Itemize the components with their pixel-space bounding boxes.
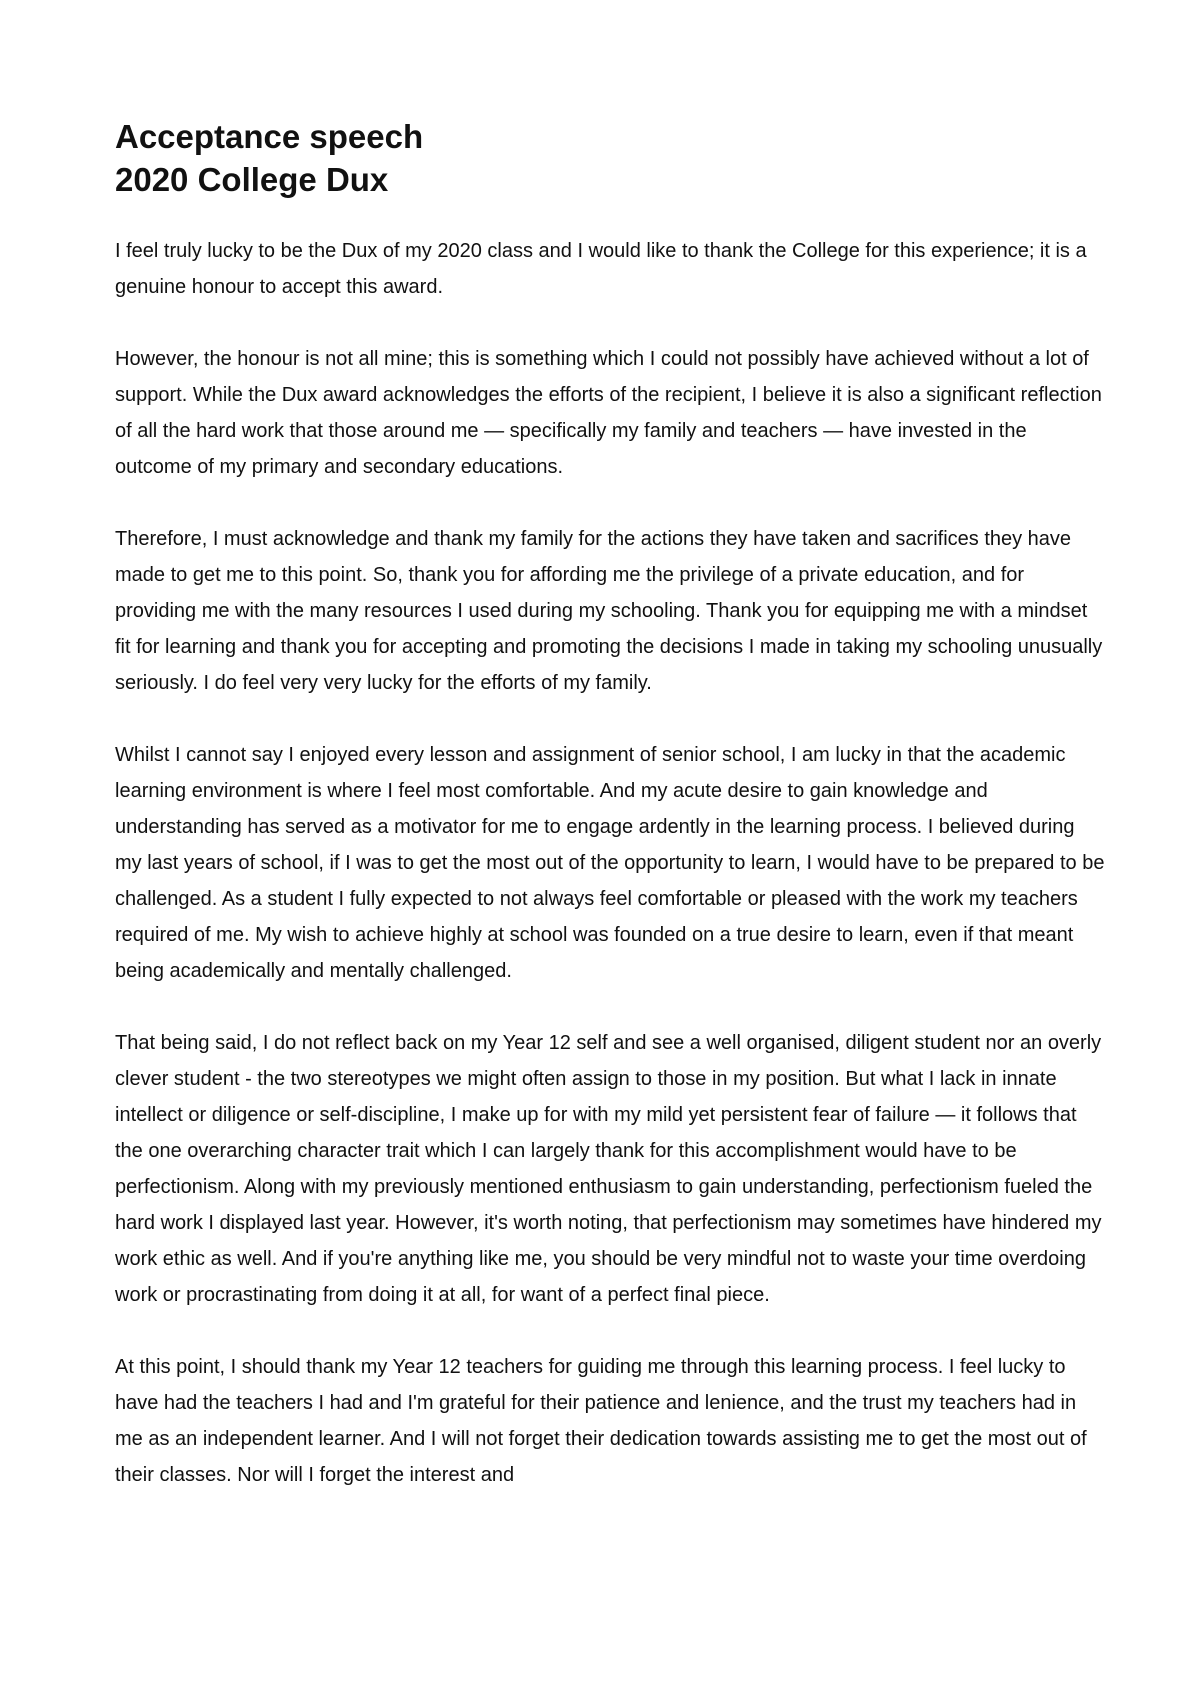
paragraph-1: I feel truly lucky to be the Dux of my 2020 class and I would like to thank the College for this experience; it is a genuine honour to accept this award. xyxy=(115,240,1087,298)
paragraph-5: That being said, I do not reflect back on my Year 12 self and see a well organised, diligent student nor an overly clever student - the two stereotypes we might often assign to those in my position. But what I lack in innate intellect or diligence or self-discipline, I make up for with my mild yet persistent fear of failure — it follows that the one overarching character trait which I can largely thank for this accomplishment would have to be perfectionism. Along with my previously mentioned enthusiasm to gain understanding, perfectionism fueled the hard work I displayed last year. However, it's worth noting, that perfectionism may sometimes have hindered my work ethic as well. And if you're anything like me, you should be very mindful not to waste your time overdoing work or procrastinating from doing it at all, for want of a perfect final piece. xyxy=(115,1032,1102,1306)
title-line-1: Acceptance speech xyxy=(115,118,424,155)
title-line-2: 2020 College Dux xyxy=(115,161,389,198)
paragraph-3: Therefore, I must acknowledge and thank my family for the actions they have taken and sacrifices they have made to get me to this point. So, thank you for affording me the privilege of a private education, and for providing me with the many resources I used during my schooling. Thank you for equipping me with a mindset fit for learning and thank you for accepting and promoting the decisions I made in taking my schooling unusually seriously. I do feel very very lucky for the efforts of my family. xyxy=(115,528,1103,694)
paragraph-4: Whilst I cannot say I enjoyed every lesson and assignment of senior school, I am lucky in that the academic learning environment is where I feel most comfortable. And my acute desire to gain knowledge and understanding has served as a motivator for me to engage ardently in the learning process. I believed during my last years of school, if I was to get the most out of the opportunity to learn, I would have to be prepared to be challenged. As a student I fully expected to not always feel comfortable or pleased with the work my teachers required of me. My wish to achieve highly at school was founded on a true desire to learn, even if that meant being academically and mentally challenged. xyxy=(115,744,1105,982)
paragraph-6: At this point, I should thank my Year 12 teachers for guiding me through this learning process. I feel lucky to have had the teachers I had and I'm grateful for their patience and lenience, and the trust my teachers had in me as an independent learner. And I will not forget their dedication towards assisting me to get the most out of their classes. Nor will I forget the interest and xyxy=(115,1356,1087,1486)
document-content xyxy=(115,115,1105,1529)
speech-body xyxy=(115,233,1105,1493)
paragraph-2: However, the honour is not all mine; this is something which I could not possibly have achieved without a lot of support. While the Dux award acknowledges the efforts of the recipient, I believe it is also a significant reflection of all the hard work that those around me — specifically my family and teachers — have invested in the outcome of my primary and secondary educations. xyxy=(115,348,1102,478)
document-title xyxy=(115,115,1105,201)
